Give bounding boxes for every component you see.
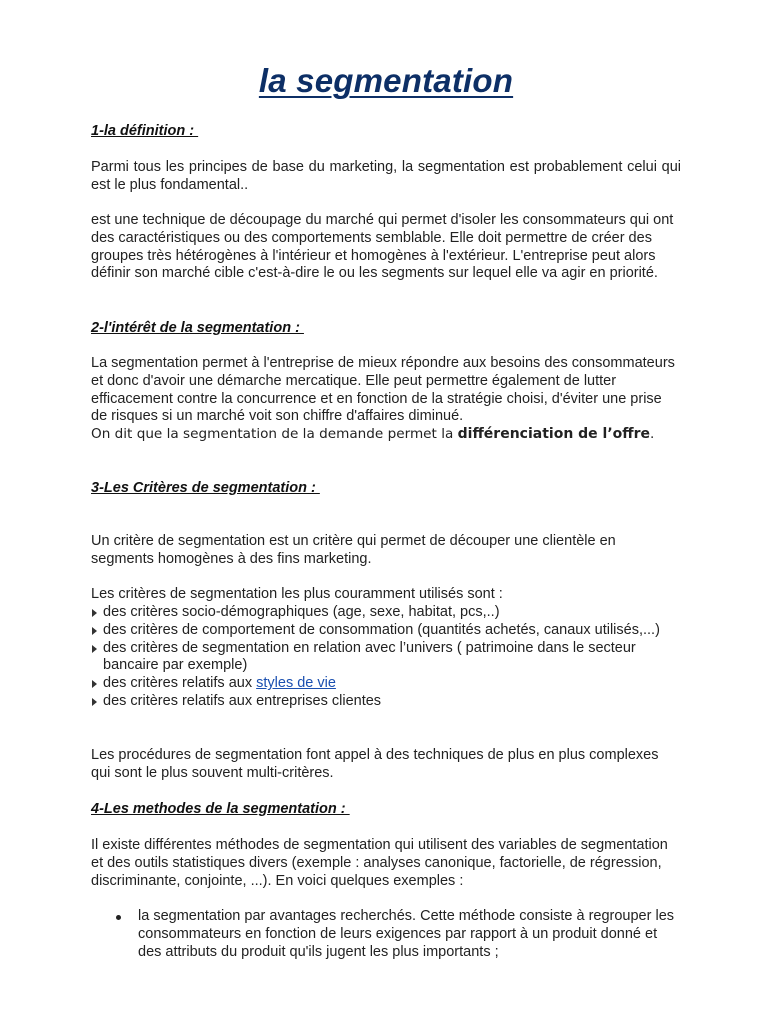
section-heading-definition: 1-la définition : xyxy=(91,123,199,139)
list-item: des critères de segmentation en relation avec l’univers ( patrimoine dans le secteur bancaire par exemple) xyxy=(91,640,681,676)
criteria-list xyxy=(91,604,681,711)
styles-de-vie-link[interactable]: styles de vie xyxy=(256,675,336,692)
page-title: la segmentation xyxy=(258,62,514,99)
arrow-bullet-icon xyxy=(92,627,97,635)
section-heading-methodes: 4-Les methodes de la segmentation : xyxy=(91,801,350,817)
list-item: des critères de comportement de consommation (quantités achetés, canaux utilisés,...) xyxy=(91,622,681,640)
list-item: la segmentation par avantages recherchés. Cette méthode consiste à regrouper les consommateurs en fonction de leurs exigences par rapport à un produit donné et des attributs du produit qu'ils jugent les plus importants ; xyxy=(91,908,681,961)
paragraph-interet-tail-suffix: . xyxy=(650,426,655,443)
arrow-bullet-icon xyxy=(92,609,97,617)
paragraph-definition-body: est une technique de découpage du marché qui permet d'isoler les consommateurs qui ont des caractéristiques ou des comportements semblable. Elle doit permettre de créer des groupes très hétérogènes à l'intérieur et homogènes à l'extérieur. L'entreprise peut alors définir son marché cible c'est-à-dire le ou les segments sur lequel elle va agir en priorité. xyxy=(91,212,674,282)
paragraph-interet-main: La segmentation permet à l'entreprise de mieux répondre aux besoins des consommateurs et donc d'avoir une démarche mercatique. Elle peut permettre également de lutter efficacement contre la concurrence et en fonction de la stratégie choisi, d'éviter une prise de risques si un marché voit son chiffre d'affaires diminué. xyxy=(91,355,675,425)
arrow-bullet-icon xyxy=(92,680,97,688)
arrow-bullet-icon xyxy=(92,698,97,706)
paragraph-interet-tail-prefix: On dit que la segmentation de la demande permet la xyxy=(91,426,458,443)
list-item: des critères relatifs aux entreprises clientes xyxy=(91,693,681,711)
paragraph-interet xyxy=(91,355,681,444)
arrow-bullet-icon xyxy=(92,645,97,653)
paragraph-interet-tail-bold: différenciation de l’offre xyxy=(457,426,651,443)
section-heading-criteres: 3-Les Critères de segmentation : xyxy=(91,480,320,496)
paragraph-criteres-list-intro: Les critères de segmentation les plus couramment utilisés sont : xyxy=(91,586,503,602)
bullet-dot-icon xyxy=(116,915,121,920)
paragraph-criteres-closing: Les procédures de segmentation font appel à des techniques de plus en plus complexes qui sont le plus souvent multi-critères. xyxy=(91,747,659,781)
section-heading-interet: 2-l'intérêt de la segmentation : xyxy=(91,320,304,336)
paragraph-definition-intro: Parmi tous les principes de base du marketing, la segmentation est probablement celui qui est le plus fondamental.. xyxy=(91,159,681,193)
paragraph-methodes-intro: Il existe différentes méthodes de segmentation qui utilisent des variables de segmentation et des outils statistiques divers (exemple : analyses canonique, factorielle, de régression, discriminante, conjointe, ...). En voici quelques exemples : xyxy=(91,837,668,889)
paragraph-criteres-intro: Un critère de segmentation est un critère qui permet de découper une clientèle en segments homogènes à des fins marketing. xyxy=(91,533,616,567)
list-item: des critères socio-démographiques (age, sexe, habitat, pcs,..) xyxy=(91,604,681,622)
list-item: des critères relatifs aux styles de vie xyxy=(91,675,681,693)
methods-list xyxy=(91,908,681,961)
